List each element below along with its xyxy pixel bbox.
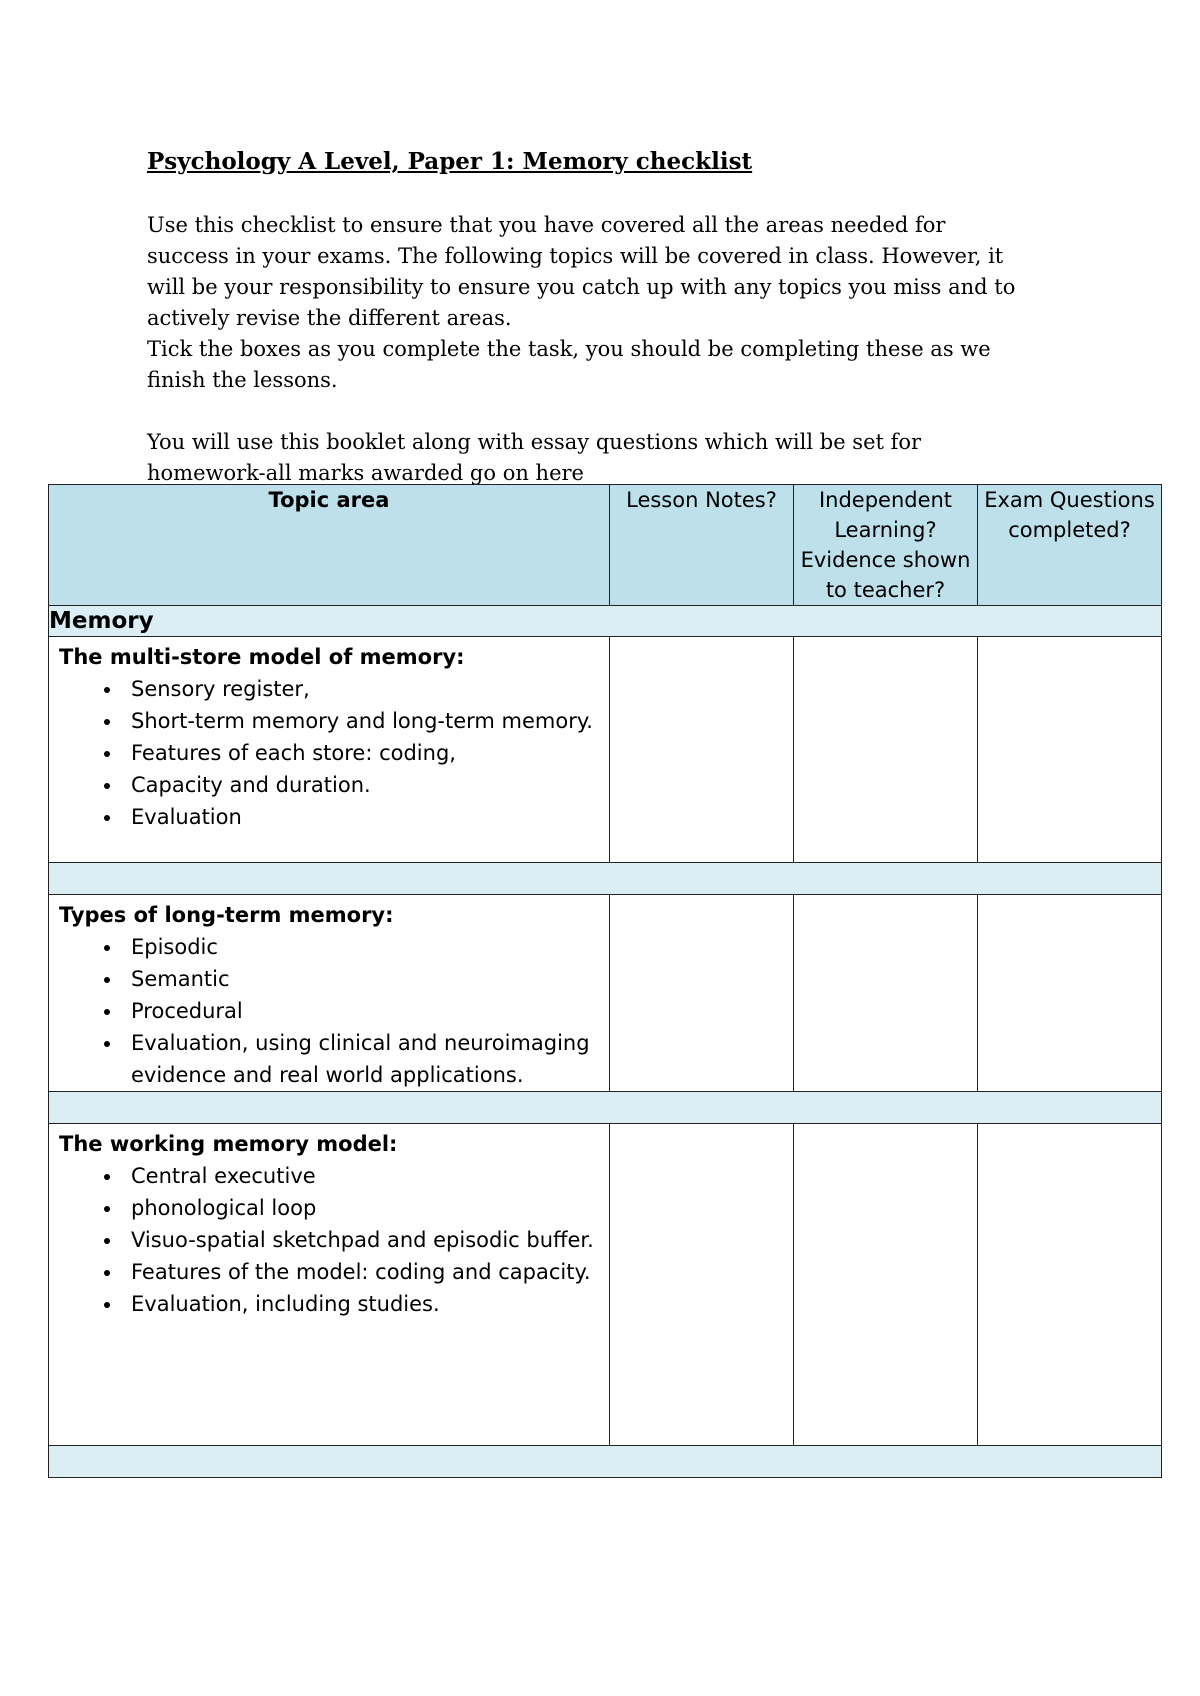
- exam-questions-checkbox-cell[interactable]: [978, 637, 1162, 863]
- intro-line: will be your responsibility to ensure you catch up with any topics you miss and to: [147, 275, 1016, 299]
- note-line: homework-all marks awarded go on here: [147, 461, 584, 485]
- topic-cell: [49, 1124, 610, 1446]
- topic-row-long-term-memory: [49, 895, 1162, 1092]
- lesson-notes-checkbox-cell[interactable]: [610, 637, 794, 863]
- topic-point: • Features of each store: coding,: [123, 737, 599, 769]
- intro-line: Tick the boxes as you complete the task, you should be completing these as we: [147, 337, 991, 361]
- intro-line: finish the lessons.: [147, 368, 338, 392]
- exam-questions-checkbox-cell[interactable]: [978, 1124, 1162, 1446]
- header-independent-learning: Independent Learning? Evidence shown to teacher?: [794, 485, 978, 606]
- header-exam-questions: Exam Questions completed?: [978, 485, 1162, 606]
- topic-point: • Short-term memory and long-term memory.: [123, 705, 599, 737]
- topic-point: • Semantic: [123, 963, 599, 995]
- section-label-memory: Memory: [49, 606, 1162, 637]
- document-title: Psychology A Level, Paper 1: Memory checklist: [147, 148, 753, 175]
- band-row: [49, 1092, 1162, 1124]
- independent-learning-checkbox-cell[interactable]: [794, 895, 978, 1092]
- topic-row-working-memory: [49, 1124, 1162, 1446]
- header-topic-area: Topic area: [49, 485, 610, 606]
- band-row: [49, 863, 1162, 895]
- intro-line: Use this checklist to ensure that you have covered all the areas needed for: [147, 213, 946, 237]
- topic-point: • phonological loop: [123, 1192, 599, 1224]
- topic-point: • Evaluation, including studies.: [123, 1288, 599, 1320]
- intro-line: success in your exams. The following topics will be covered in class. However, it: [147, 244, 1004, 268]
- topic-point: • Central executive: [123, 1160, 599, 1192]
- topic-cell: [49, 895, 610, 1092]
- intro-text: [147, 210, 1087, 489]
- topic-cell: [49, 637, 610, 863]
- band-row: [49, 1446, 1162, 1478]
- intro-line: actively revise the different areas.: [147, 306, 512, 330]
- independent-learning-checkbox-cell[interactable]: [794, 637, 978, 863]
- checklist-table: [48, 484, 1162, 1478]
- topic-title: The working memory model:: [59, 1132, 398, 1156]
- header-lesson-notes: Lesson Notes?: [610, 485, 794, 606]
- topic-point: • Capacity and duration.: [123, 769, 599, 801]
- topic-points: [59, 931, 599, 1091]
- topic-point: • Visuo-spatial sketchpad and episodic buffer.: [123, 1224, 599, 1256]
- topic-point: • Sensory register,: [123, 673, 599, 705]
- exam-questions-checkbox-cell[interactable]: [978, 895, 1162, 1092]
- lesson-notes-checkbox-cell[interactable]: [610, 895, 794, 1092]
- topic-point: • Episodic: [123, 931, 599, 963]
- header-row: [49, 485, 1162, 606]
- section-row: [49, 606, 1162, 637]
- topic-point: • Features of the model: coding and capacity.: [123, 1256, 599, 1288]
- topic-point: • Evaluation: [123, 801, 599, 833]
- topic-point: • Procedural: [123, 995, 599, 1027]
- lesson-notes-checkbox-cell[interactable]: [610, 1124, 794, 1446]
- topic-points: [59, 673, 599, 833]
- topic-points: [59, 1160, 599, 1320]
- topic-row-multi-store: [49, 637, 1162, 863]
- note-line: You will use this booklet along with essay questions which will be set for: [147, 430, 922, 454]
- independent-learning-checkbox-cell[interactable]: [794, 1124, 978, 1446]
- topic-title: The multi-store model of memory:: [59, 645, 465, 669]
- topic-point: • Evaluation, using clinical and neuroimaging evidence and real world applications.: [123, 1027, 599, 1091]
- topic-title: Types of long-term memory:: [59, 903, 394, 927]
